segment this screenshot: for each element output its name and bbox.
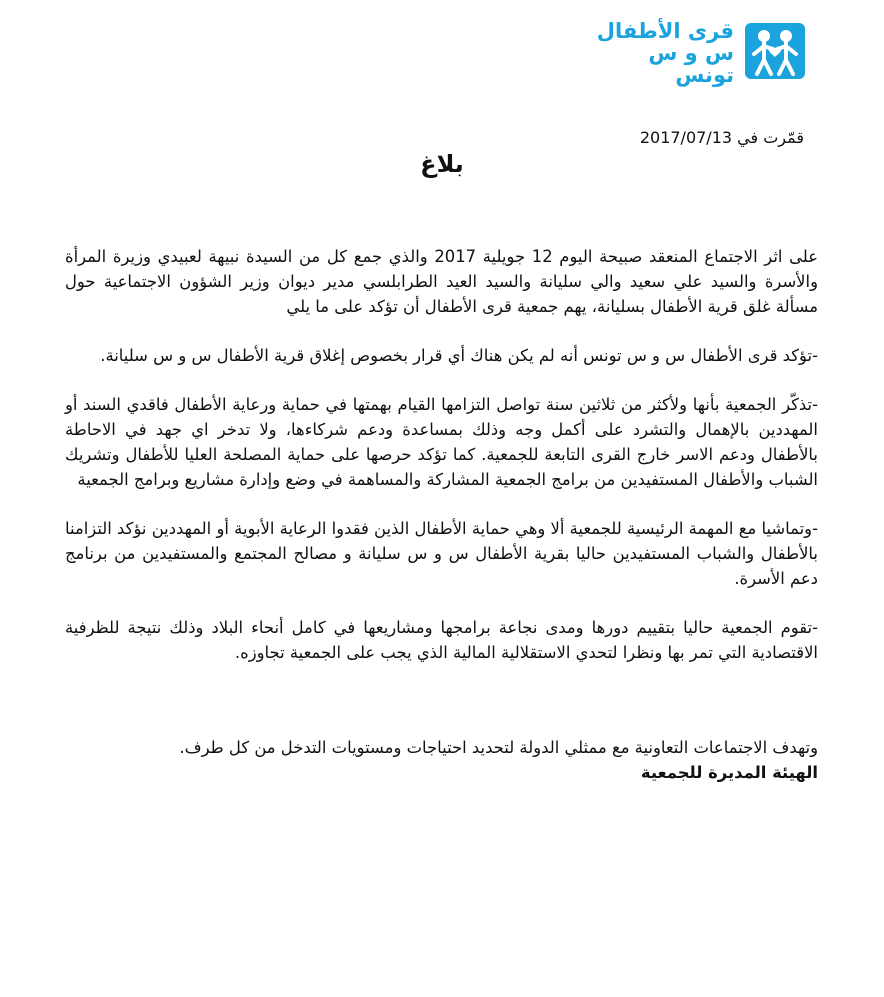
logo — [566, 20, 806, 90]
children-logo-icon — [744, 22, 806, 80]
point-paragraph-2: -تذكّر الجمعية بأنها ولأكثر من ثلاثين سنة تواصل التزامها القيام بهمتها في حماية ورعاية الأطفال فاقدي السند أو المهددين بالإهمال والتشرد على أكمل وجه وذلك بمساعدة ودعم شركاءها، ولا تدخر اي جهد في الاحاطة بالأطفال ودعم الاسر خارج القرى التابعة للجمعية. كما تؤكد حرصها على حماية المصلحة العليا للأطفال وتشريك الشباب والأطفال المستفيدين من برامج الجمعية المشاركة والمساهمة في وضع وإدارة مشاريع وبرامج الجمعية — [65, 395, 818, 489]
closing-paragraph: وتهدف الاجتماعات التعاونية مع ممثلي الدولة لتحديد احتياجات ومستويات التدخل من كل طرف. — [179, 738, 818, 757]
point-paragraph-3: -وتماشيا مع المهمة الرئيسية للجمعية ألا وهي حماية الأطفال الذين فقدوا الرعاية الأبوية أو المهددين نؤكد التزامنا بالأطفال والشباب المستفيدين حاليا بقرية الأطفال س و س سليانة و مصالح المجتمع والمستفيدين من برنامج دعم الأسرة. — [65, 519, 818, 588]
logo-text — [597, 20, 734, 86]
signature: الهيئة المديرة للجمعية — [640, 763, 818, 782]
logo-line-3: تونس — [675, 63, 734, 87]
document-body — [65, 244, 818, 785]
logo-line-1: قرى الأطفال — [596, 19, 734, 43]
point-paragraph-1: -تؤكد قرى الأطفال س و س تونس أنه لم يكن هناك أي قرار بخصوص إغلاق قرية الأطفال س و س سليانة. — [100, 346, 818, 365]
date-line: قمّرت في 2017/07/13 — [639, 128, 804, 147]
point-paragraph-4: -تقوم الجمعية حاليا بتقييم دورها ومدى نجاعة برامجها ومشاريعها في كامل أنحاء البلاد وذلك نتيجة للظرفية الاقتصادية التي تمر بها ونظرا لتحدي الاستقلالية المالية الذي يجب على الجمعية تجاوزه. — [65, 618, 818, 662]
intro-paragraph: على اثر الاجتماع المنعقد صبيحة اليوم 12 جويلية 2017 والذي جمع كل من السيدة نبيهة لعبيدي وزيرة المرأة والأسرة والسيد علي سعيد والي سليانة والسيد العيد الطرابلسي مدير ديوان وزير الشؤون الاجتماعية حول مسألة غلق قرية الأطفال بسليانة، يهم جمعية قرى الأطفال أن تؤكد على ما يلي — [65, 247, 819, 316]
page-title: بلاغ — [420, 150, 464, 178]
logo-line-2: س و س — [648, 41, 734, 65]
